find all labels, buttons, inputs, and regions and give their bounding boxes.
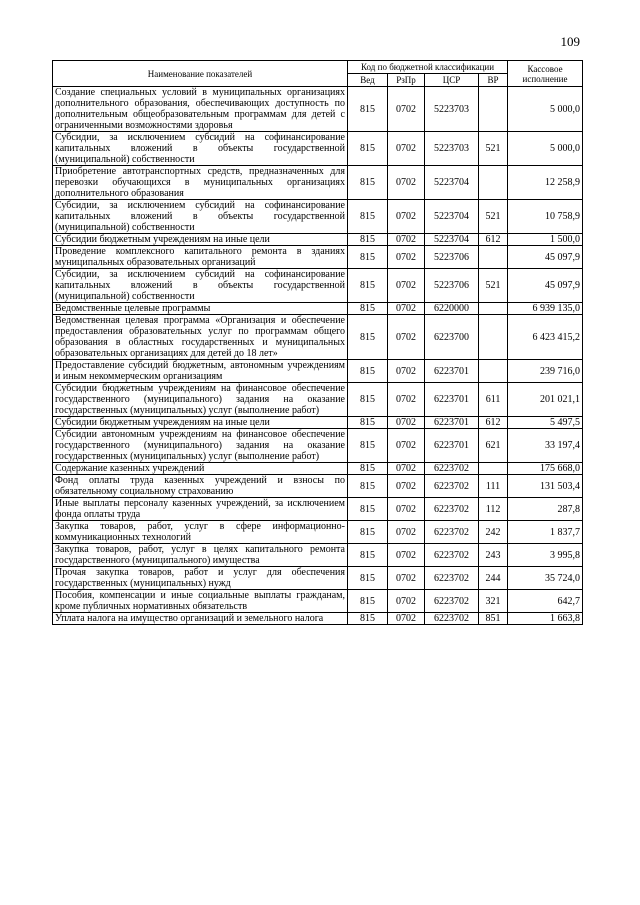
row-csr-cell: 6223702 — [425, 498, 479, 521]
row-name-cell: Закупка товаров, работ, услуг в сфере информационно-коммуникационных технологий — [53, 521, 348, 544]
table-row — [53, 315, 583, 360]
row-name-cell: Ведомственные целевые программы — [53, 303, 348, 315]
table-row — [53, 417, 583, 429]
row-ved-cell: 815 — [348, 383, 388, 417]
table-row — [53, 166, 583, 200]
row-name-cell: Закупка товаров, работ, услуг в целях капитального ремонта государственного (муниципального) имущества — [53, 544, 348, 567]
row-vr-cell — [479, 360, 508, 383]
row-ved-cell: 815 — [348, 269, 388, 303]
row-name-cell: Субсидии, за исключением субсидий на софинансирование капитальных вложений в объекты государственной (муниципальной) собственности — [53, 200, 348, 234]
row-csr-cell: 6223702 — [425, 475, 479, 498]
table-row — [53, 590, 583, 613]
row-sum-cell: 35 724,0 — [508, 567, 583, 590]
row-name-cell: Прочая закупка товаров, работ и услуг для обеспечения государственных (муниципальных) нужд — [53, 567, 348, 590]
row-sum-cell: 5 497,5 — [508, 417, 583, 429]
row-ved-cell: 815 — [348, 417, 388, 429]
row-rzpr-cell: 0702 — [388, 475, 425, 498]
row-csr-cell: 5223704 — [425, 200, 479, 234]
table-row — [53, 132, 583, 166]
row-ved-cell: 815 — [348, 315, 388, 360]
row-ved-cell: 815 — [348, 200, 388, 234]
row-name-cell: Субсидии бюджетным учреждениям на иные цели — [53, 417, 348, 429]
table-row — [53, 360, 583, 383]
row-csr-cell: 6223701 — [425, 360, 479, 383]
row-csr-cell: 6223702 — [425, 521, 479, 544]
row-csr-cell: 6220000 — [425, 303, 479, 315]
table-row — [53, 234, 583, 246]
row-vr-cell: 242 — [479, 521, 508, 544]
row-name-cell: Субсидии, за исключением субсидий на софинансирование капитальных вложений в объекты государственной (муниципальной) собственности — [53, 269, 348, 303]
table-row — [53, 303, 583, 315]
row-vr-cell: 112 — [479, 498, 508, 521]
row-sum-cell: 33 197,4 — [508, 429, 583, 463]
row-csr-cell: 6223702 — [425, 613, 479, 625]
row-rzpr-cell: 0702 — [388, 234, 425, 246]
row-sum-cell: 642,7 — [508, 590, 583, 613]
row-rzpr-cell: 0702 — [388, 567, 425, 590]
row-sum-cell: 287,8 — [508, 498, 583, 521]
table-row — [53, 544, 583, 567]
row-rzpr-cell: 0702 — [388, 590, 425, 613]
row-ved-cell: 815 — [348, 429, 388, 463]
row-csr-cell: 5223703 — [425, 132, 479, 166]
header-name: Наименование показателей — [53, 61, 348, 87]
row-name-cell: Субсидии бюджетным учреждениям на финансовое обеспечение государственного (муниципального) задания на оказание государственных (муниципальных) услуг (выполнение работ) — [53, 383, 348, 417]
row-ved-cell: 815 — [348, 87, 388, 132]
row-vr-cell: 621 — [479, 429, 508, 463]
row-vr-cell: 611 — [479, 383, 508, 417]
row-rzpr-cell: 0702 — [388, 269, 425, 303]
row-ved-cell: 815 — [348, 132, 388, 166]
row-vr-cell: 321 — [479, 590, 508, 613]
row-ved-cell: 815 — [348, 475, 388, 498]
row-vr-cell — [479, 166, 508, 200]
page-number: 109 — [560, 34, 580, 49]
row-vr-cell: 612 — [479, 417, 508, 429]
row-sum-cell: 45 097,9 — [508, 269, 583, 303]
table-row — [53, 383, 583, 417]
row-csr-cell: 6223702 — [425, 544, 479, 567]
row-name-cell: Предоставление субсидий бюджетным, автономным учреждениям и иным некоммерческим организациям — [53, 360, 348, 383]
row-ved-cell: 815 — [348, 567, 388, 590]
budget-table — [52, 60, 583, 625]
table-row — [53, 429, 583, 463]
table-row — [53, 567, 583, 590]
row-sum-cell: 45 097,9 — [508, 246, 583, 269]
row-sum-cell: 239 716,0 — [508, 360, 583, 383]
row-sum-cell: 5 000,0 — [508, 87, 583, 132]
header-vr: ВР — [479, 74, 508, 87]
row-vr-cell: 851 — [479, 613, 508, 625]
row-csr-cell: 6223702 — [425, 590, 479, 613]
row-sum-cell: 10 758,9 — [508, 200, 583, 234]
row-vr-cell: 521 — [479, 132, 508, 166]
row-ved-cell: 815 — [348, 303, 388, 315]
row-csr-cell: 6223701 — [425, 383, 479, 417]
row-name-cell: Создание специальных условий в муниципальных организациях дополнительного образования, обеспечивающих доступность по дополнительным общеобразовательным программам для детей с ограниченными возможностями здоровья — [53, 87, 348, 132]
row-vr-cell — [479, 246, 508, 269]
table-row — [53, 87, 583, 132]
row-rzpr-cell: 0702 — [388, 200, 425, 234]
table-row — [53, 200, 583, 234]
row-name-cell: Субсидии, за исключением субсидий на софинансирование капитальных вложений в объекты государственной (муниципальной) собственности — [53, 132, 348, 166]
table-row — [53, 269, 583, 303]
row-name-cell: Иные выплаты персоналу казенных учреждений, за исключением фонда оплаты труда — [53, 498, 348, 521]
row-sum-cell: 1 837,7 — [508, 521, 583, 544]
header-code-group: Код по бюджетной классификации — [348, 61, 508, 74]
row-sum-cell: 1 500,0 — [508, 234, 583, 246]
row-ved-cell: 815 — [348, 498, 388, 521]
row-vr-cell: 612 — [479, 234, 508, 246]
row-csr-cell: 6223701 — [425, 417, 479, 429]
row-vr-cell: 243 — [479, 544, 508, 567]
row-rzpr-cell: 0702 — [388, 315, 425, 360]
row-rzpr-cell: 0702 — [388, 498, 425, 521]
row-vr-cell — [479, 315, 508, 360]
table-row — [53, 613, 583, 625]
header-rzpr: РзПр — [388, 74, 425, 87]
row-rzpr-cell: 0702 — [388, 417, 425, 429]
row-rzpr-cell: 0702 — [388, 246, 425, 269]
row-csr-cell: 5223704 — [425, 166, 479, 200]
row-ved-cell: 815 — [348, 590, 388, 613]
table-row — [53, 475, 583, 498]
row-name-cell: Фонд оплаты труда казенных учреждений и взносы по обязательному социальному страхованию — [53, 475, 348, 498]
row-csr-cell: 5223706 — [425, 246, 479, 269]
row-rzpr-cell: 0702 — [388, 429, 425, 463]
row-sum-cell: 131 503,4 — [508, 475, 583, 498]
row-sum-cell: 6 423 415,2 — [508, 315, 583, 360]
row-csr-cell: 6223702 — [425, 567, 479, 590]
row-name-cell: Приобретение автотранспортных средств, предназначенных для перевозки обучающихся в муниципальных организациях дополнительного образования — [53, 166, 348, 200]
row-vr-cell — [479, 87, 508, 132]
header-executed: Кассовое исполнение — [508, 61, 583, 87]
row-name-cell: Уплата налога на имущество организаций и земельного налога — [53, 613, 348, 625]
row-ved-cell: 815 — [348, 544, 388, 567]
row-vr-cell: 111 — [479, 475, 508, 498]
row-rzpr-cell: 0702 — [388, 521, 425, 544]
row-sum-cell: 201 021,1 — [508, 383, 583, 417]
row-csr-cell: 6223700 — [425, 315, 479, 360]
row-sum-cell: 3 995,8 — [508, 544, 583, 567]
header-csr: ЦСР — [425, 74, 479, 87]
row-csr-cell: 5223703 — [425, 87, 479, 132]
table-row — [53, 498, 583, 521]
row-ved-cell: 815 — [348, 234, 388, 246]
row-ved-cell: 815 — [348, 360, 388, 383]
row-ved-cell: 815 — [348, 463, 388, 475]
row-vr-cell: 521 — [479, 200, 508, 234]
row-name-cell: Субсидии бюджетным учреждениям на иные цели — [53, 234, 348, 246]
row-sum-cell: 12 258,9 — [508, 166, 583, 200]
row-rzpr-cell: 0702 — [388, 360, 425, 383]
row-vr-cell — [479, 303, 508, 315]
row-rzpr-cell: 0702 — [388, 463, 425, 475]
row-csr-cell: 5223706 — [425, 269, 479, 303]
row-vr-cell: 521 — [479, 269, 508, 303]
row-sum-cell: 5 000,0 — [508, 132, 583, 166]
row-rzpr-cell: 0702 — [388, 383, 425, 417]
row-vr-cell — [479, 463, 508, 475]
row-name-cell: Проведение комплексного капитального ремонта в зданиях муниципальных образовательных организаций — [53, 246, 348, 269]
row-name-cell: Ведомственная целевая программа «Организация и обеспечение предоставления образовательных услуг по программам общего образования в областных государственных и муниципальных образовательных организациях для детей до 18 лет» — [53, 315, 348, 360]
row-name-cell: Субсидии автономным учреждениям на финансовое обеспечение государственного (муниципального) задания на оказание государственных (муниципальных) услуг (выполнение работ) — [53, 429, 348, 463]
row-rzpr-cell: 0702 — [388, 132, 425, 166]
row-rzpr-cell: 0702 — [388, 166, 425, 200]
row-rzpr-cell: 0702 — [388, 303, 425, 315]
row-ved-cell: 815 — [348, 246, 388, 269]
row-rzpr-cell: 0702 — [388, 87, 425, 132]
table-body — [53, 87, 583, 625]
row-sum-cell: 1 663,8 — [508, 613, 583, 625]
table-row — [53, 463, 583, 475]
row-csr-cell: 6223701 — [425, 429, 479, 463]
row-csr-cell: 5223704 — [425, 234, 479, 246]
row-name-cell: Содержание казенных учреждений — [53, 463, 348, 475]
table-header — [53, 61, 583, 87]
row-csr-cell: 6223702 — [425, 463, 479, 475]
row-rzpr-cell: 0702 — [388, 613, 425, 625]
row-sum-cell: 6 939 135,0 — [508, 303, 583, 315]
row-rzpr-cell: 0702 — [388, 544, 425, 567]
table-row — [53, 246, 583, 269]
row-vr-cell: 244 — [479, 567, 508, 590]
row-name-cell: Пособия, компенсации и иные социальные выплаты гражданам, кроме публичных нормативных обязательств — [53, 590, 348, 613]
row-sum-cell: 175 668,0 — [508, 463, 583, 475]
table-row — [53, 521, 583, 544]
row-ved-cell: 815 — [348, 166, 388, 200]
header-ved: Вед — [348, 74, 388, 87]
row-ved-cell: 815 — [348, 521, 388, 544]
row-ved-cell: 815 — [348, 613, 388, 625]
